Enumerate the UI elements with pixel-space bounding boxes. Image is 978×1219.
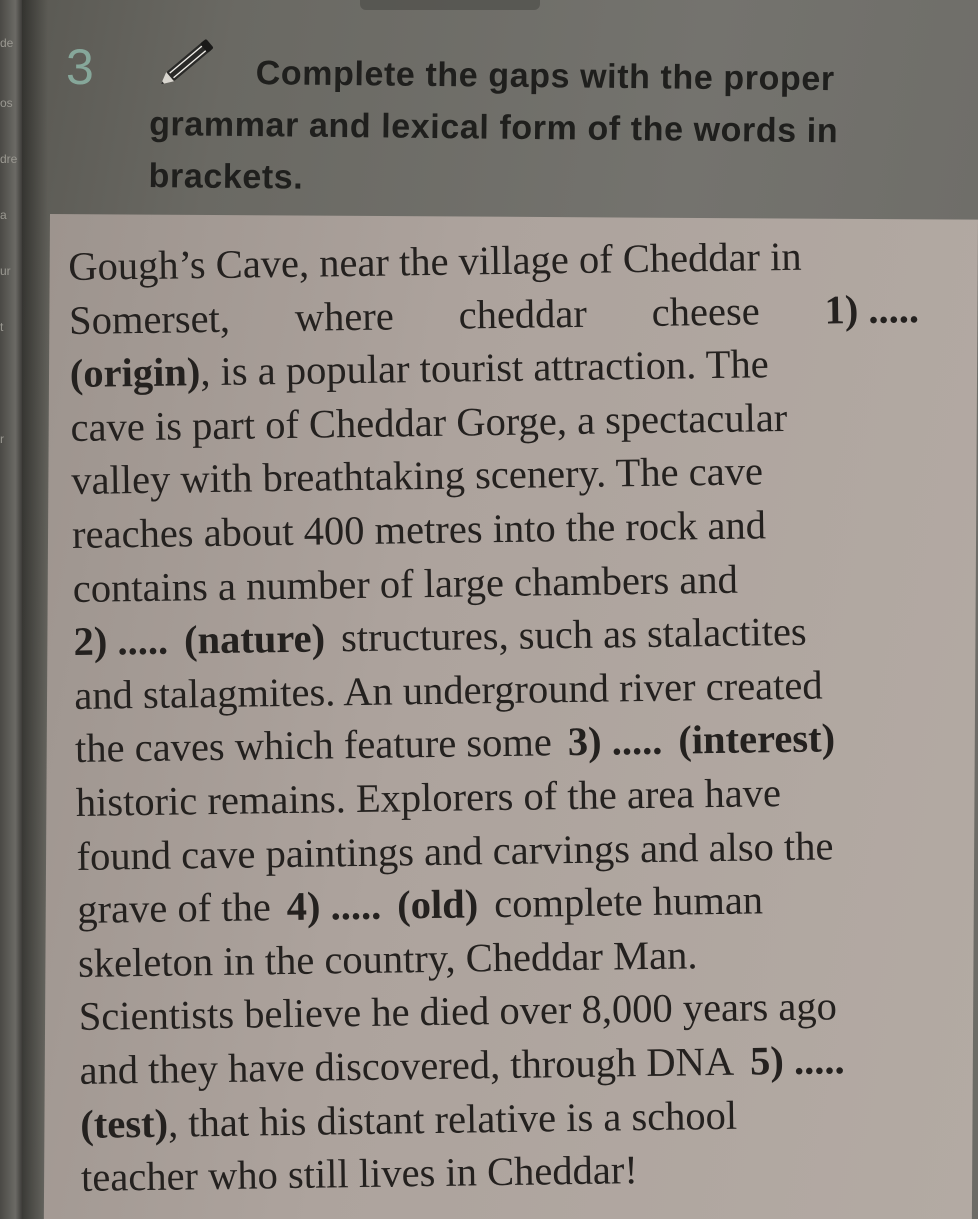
- word-origin: (origin): [69, 349, 201, 397]
- margin-fragment: de: [0, 36, 14, 50]
- passage-text: grave of the: [77, 884, 272, 933]
- margin-fragment: r: [0, 432, 4, 446]
- passage-text: , is a popular tourist attraction. The: [200, 341, 769, 395]
- passage-text: and stalagmites. An underground river created: [74, 662, 823, 718]
- gap-2: 2) .....: [73, 617, 169, 665]
- passage-text: skeleton in the country, Cheddar Man.: [77, 932, 698, 986]
- passage-text: cheese: [651, 287, 760, 335]
- passage-text: structures, such as stalactites: [340, 608, 807, 661]
- passage-text: and they have discovered, through DNA: [79, 1038, 735, 1093]
- book-spine: [0, 0, 22, 1219]
- passage-text: where: [294, 293, 395, 340]
- exercise-number: 3: [66, 39, 94, 95]
- passage-text: cave is part of Cheddar Gorge, a spectacular: [70, 394, 788, 450]
- reading-passage: [68, 228, 931, 1204]
- gap-5: 5) .....: [749, 1037, 845, 1084]
- exercise-instruction: [148, 46, 930, 210]
- passage-text: Somerset,: [68, 295, 231, 343]
- passage-text: complete human: [493, 877, 764, 927]
- passage-text: historic remains. Explorers of the area have: [75, 770, 782, 825]
- passage-text: , that his distant relative is a school: [167, 1092, 738, 1146]
- margin-fragment: ur: [0, 264, 11, 278]
- word-interest: (interest): [678, 715, 836, 763]
- instruction-line: brackets.: [148, 156, 304, 197]
- margin-fragment: a: [0, 208, 7, 222]
- passage-text: teacher who still lives in Cheddar!: [80, 1147, 639, 1201]
- passage-text: Scientists believe he died over 8,000 years ago: [78, 983, 838, 1040]
- heading-strip: [360, 0, 540, 10]
- passage-text: found cave paintings and carvings and also the: [76, 822, 834, 879]
- passage-text: cheddar: [458, 290, 588, 338]
- margin-fragment: t: [0, 320, 4, 334]
- word-nature: (nature): [183, 615, 326, 663]
- passage-text: Gough’s Cave, near the village of Cheddar in: [68, 233, 802, 289]
- margin-fragment: dre: [0, 152, 18, 166]
- word-old: (old): [396, 881, 479, 928]
- passage-text: valley with breathtaking scenery. The cave: [71, 448, 764, 504]
- passage-text: reaches about 400 metres into the rock and: [71, 502, 767, 557]
- word-test: (test): [80, 1100, 169, 1147]
- instruction-line: grammar and lexical form of the words in: [148, 104, 839, 151]
- passage-text: the caves which feature some: [74, 719, 553, 772]
- gap-1: 1) .....: [824, 285, 920, 333]
- instruction-line: Complete the gaps with the proper: [255, 54, 835, 99]
- gap-4: 4) .....: [286, 882, 382, 930]
- gap-3: 3) .....: [567, 718, 663, 765]
- passage-text: contains a number of large chambers and: [72, 556, 739, 611]
- margin-fragment: os: [0, 96, 13, 110]
